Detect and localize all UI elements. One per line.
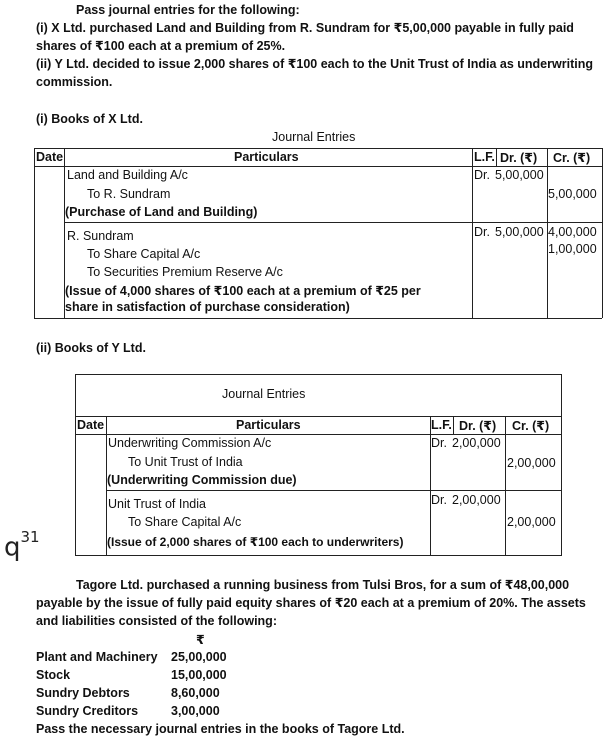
header-cr: Cr. (₹)	[512, 419, 550, 433]
entry-1-cr: 5,00,000	[548, 187, 597, 201]
intro-heading: Pass journal entries for the following:	[76, 3, 300, 17]
entry-1-dr: 5,00,000	[495, 168, 544, 182]
entry-2-dr: 2,00,000	[452, 493, 501, 507]
list-item-value: 8,60,000	[171, 686, 220, 700]
entry-1-cr: 2,00,000	[507, 456, 556, 470]
list-item-name: Stock	[36, 668, 71, 682]
header-dr: Dr. (₹)	[459, 419, 497, 433]
currency-symbol: ₹	[196, 633, 205, 647]
entry-2-cr: 2,00,000	[507, 515, 556, 529]
entry-2-debit: R. Sundram	[67, 229, 134, 243]
section-2-heading: (ii) Books of Y Ltd.	[36, 341, 146, 355]
entry-2-credit-2: To Securities Premium Reserve A/c	[87, 265, 283, 279]
entry-1-lf: Dr.	[474, 168, 490, 182]
entry-2-lf: Dr.	[431, 493, 447, 507]
entry-1-debit: Land and Building A/c	[67, 168, 188, 182]
header-lf: L.F.	[431, 418, 452, 432]
entry-1-debit: Underwriting Commission A/c	[108, 436, 272, 450]
entry-1-narration: (Underwriting Commission due)	[107, 473, 297, 487]
entry-2-narration-2: share in satisfaction of purchase consideration)	[65, 300, 350, 314]
list-item-name: Plant and Machinery	[36, 650, 158, 664]
intro-part-1: (i) X Ltd. purchased Land and Building from R. Sundram for ₹5,00,000 payable in fully paid shares of ₹100 each at a premium of 25%.	[36, 21, 574, 53]
entry-2-credit: To Share Capital A/c	[128, 515, 242, 529]
header-cr: Cr. (₹)	[553, 151, 591, 165]
list-item-name: Sundry Creditors	[36, 704, 139, 718]
header-date: Date	[36, 150, 64, 164]
header-lf: L.F.	[474, 150, 495, 164]
entry-1-credit: To Unit Trust of India	[128, 455, 243, 469]
entry-2-dr: 5,00,000	[495, 225, 544, 239]
question-instruction: Pass the necessary journal entries in the books of Tagore Ltd.	[36, 722, 405, 736]
header-particulars: Particulars	[234, 150, 299, 164]
entry-2-cr-1: 4,00,000	[548, 225, 597, 239]
entry-2-lf: Dr.	[474, 225, 490, 239]
header-date: Date	[77, 418, 105, 432]
section-1-heading: (i) Books of X Ltd.	[36, 112, 143, 126]
entry-1-lf: Dr.	[431, 436, 447, 450]
entry-1-narration: (Purchase of Land and Building)	[65, 205, 258, 219]
header-particulars: Particulars	[236, 418, 301, 432]
intro-part-2: (ii) Y Ltd. decided to issue 2,000 shares of ₹100 each to the Unit Trust of India as underwriting commission.	[36, 57, 593, 89]
table-title: Journal Entries	[222, 387, 306, 401]
header-dr: Dr. (₹)	[500, 151, 538, 165]
entry-2-narration: (Issue of 2,000 shares of ₹100 each to underwriters)	[107, 535, 404, 549]
question-number: $q^{31}$	[4, 528, 40, 563]
entry-2-credit-1: To Share Capital A/c	[87, 247, 201, 261]
list-item-value: 3,00,000	[171, 704, 220, 718]
question-text: Tagore Ltd. purchased a running business from Tulsi Bros, for a sum of ₹48,00,000 payable by the issue of fully paid equity shares of ₹20 each at a premium of 20%. The assets and liabilities consisted of the following:	[36, 578, 586, 628]
entry-1-credit: To R. Sundram	[87, 187, 171, 201]
entry-1-dr: 2,00,000	[452, 436, 501, 450]
list-item-value: 25,00,000	[171, 650, 227, 664]
list-item-name: Sundry Debtors	[36, 686, 130, 700]
entry-2-debit: Unit Trust of India	[108, 497, 206, 511]
entry-2-narration-1: (Issue of 4,000 shares of ₹100 each at a premium of ₹25 per	[65, 284, 421, 298]
table-title: Journal Entries	[272, 130, 356, 144]
entry-2-cr-2: 1,00,000	[548, 242, 597, 256]
list-item-value: 15,00,000	[171, 668, 227, 682]
